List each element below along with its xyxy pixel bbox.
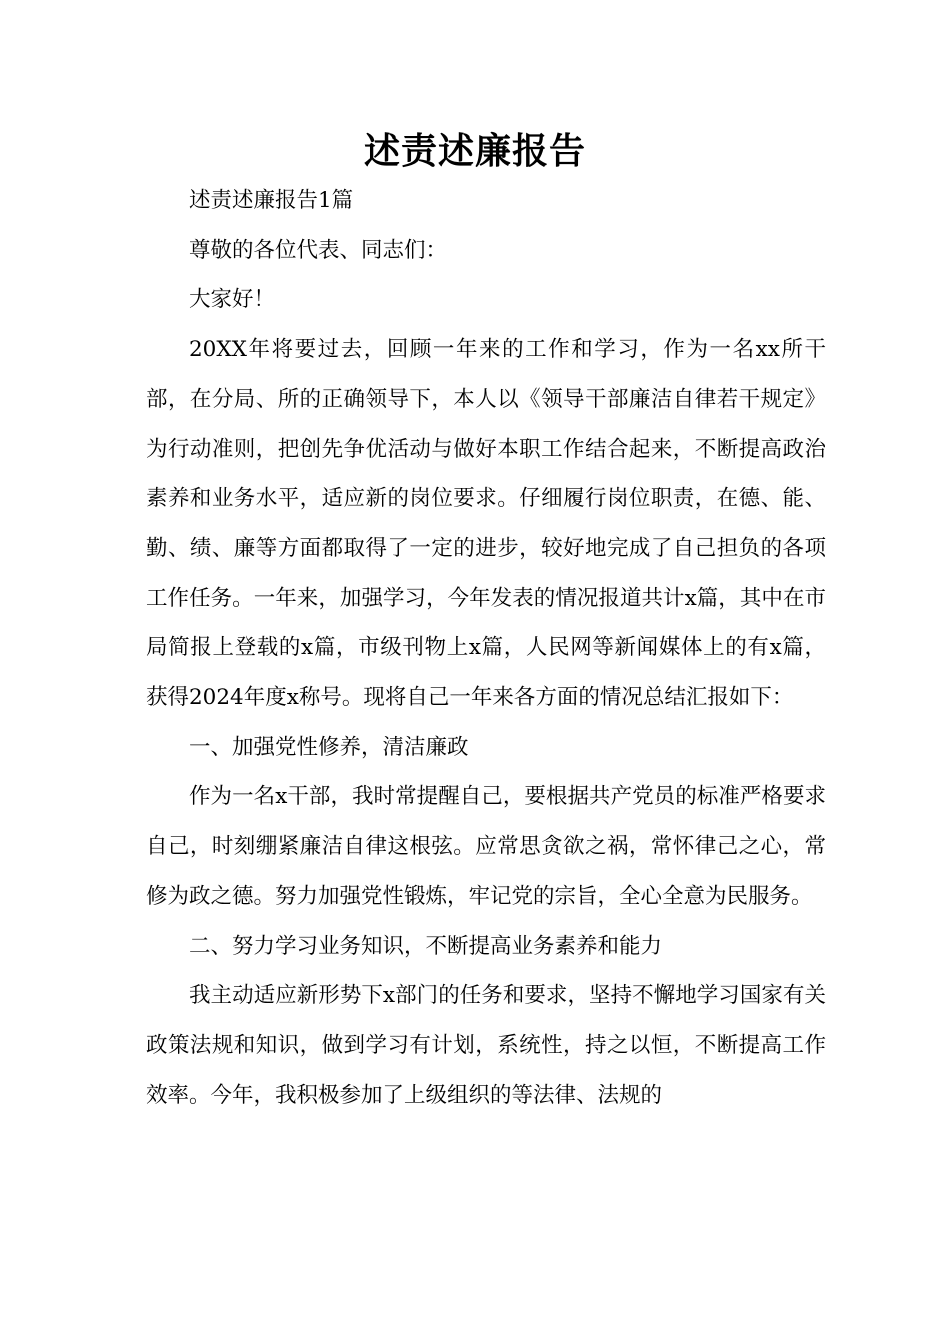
greeting: 大家好！ <box>189 287 276 313</box>
document-body <box>146 176 826 1120</box>
intro-paragraph: 20XX年将要过去，回顾一年来的工作和学习，作为一名xx所干部，在分局、所的正确领导下，本人以《领导干部廉洁自律若干规定》为行动准则，把创先争优活动与做好本职工作结合起来，不断提高政治素养和业务水平，适应新的岗位要求。仔细履行岗位职责，在德、能、勤、绩、廉等方面都取得了一定的进步，较好地完成了自己担负的各项工作任务。一年来，加强学习，今年发表的情况报道共计x篇，其中在市局简报上登载的x篇，市级刊物上x篇，人民网等新闻媒体上的有x篇，获得2024年度x称号。现将自己一年来各方面的情况总结汇报如下： <box>146 337 826 711</box>
document-title: 述责述廉报告 <box>363 131 586 172</box>
salutation: 尊敬的各位代表、同志们： <box>189 237 448 263</box>
section-heading-2: 二、努力学习业务知识，不断提高业务素养和能力 <box>189 933 663 959</box>
subtitle-line: 述责述廉报告1篇 <box>189 188 354 213</box>
section-heading-1: 一、加强党性修养，清洁廉政 <box>189 734 469 760</box>
section-1-paragraph: 作为一名x干部，我时常提醒自己，要根据共产党员的标准严格要求自己，时刻绷紧廉洁自律这根弦。应常思贪欲之祸，常怀律己之心，常修为政之德。努力加强党性锻炼，牢记党的宗旨，全心全意为民服务。 <box>146 784 826 909</box>
section-2-paragraph: 我主动适应新形势下x部门的任务和要求，坚持不懈地学习国家有关政策法规和知识，做到学习有计划，系统性，持之以恒，不断提高工作效率。今年，我积极参加了上级组织的等法律、法规的 <box>146 983 826 1108</box>
